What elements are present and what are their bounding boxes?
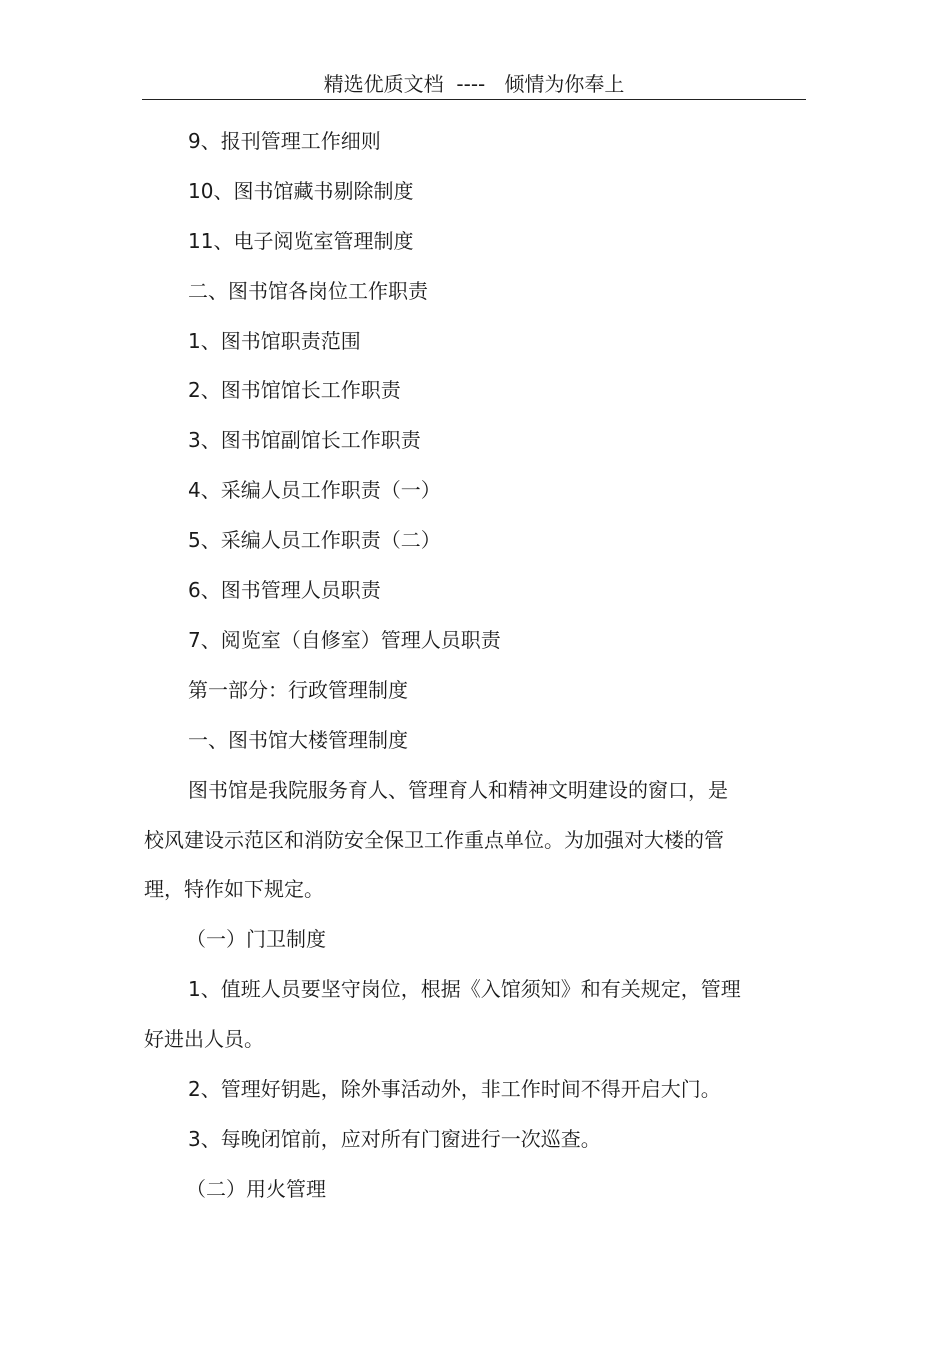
toc-item-1: 1、图书馆职责范围	[188, 329, 361, 353]
rule-item-3: 3、每晚闭馆前，应对所有门窗进行一次巡查。	[188, 1127, 601, 1151]
toc-item-6: 6、图书管理人员职责	[188, 578, 381, 602]
rule-item-1-cont: 好进出人员。	[144, 1027, 264, 1051]
toc-item-3: 3、图书馆副馆长工作职责	[188, 428, 421, 452]
rule-item-1: 1、值班人员要坚守岗位，根据《入馆须知》和有关规定，管理	[188, 977, 741, 1001]
toc-item-10: 10、图书馆藏书剔除制度	[188, 179, 414, 203]
paragraph-line: 图书馆是我院服务育人、管理育人和精神文明建设的窗口，是	[188, 778, 728, 802]
section-heading: 一、图书馆大楼管理制度	[188, 728, 408, 752]
toc-item-11: 11、电子阅览室管理制度	[188, 229, 414, 253]
toc-item-5: 5、采编人员工作职责（二）	[188, 528, 441, 552]
toc-item-4: 4、采编人员工作职责（一）	[188, 478, 441, 502]
paragraph-line: 理，特作如下规定。	[144, 877, 324, 901]
subsection-heading: （二）用火管理	[186, 1177, 326, 1201]
part-heading: 第一部分：行政管理制度	[188, 678, 408, 702]
toc-section-2: 二、图书馆各岗位工作职责	[188, 279, 428, 303]
toc-item-7: 7、阅览室（自修室）管理人员职责	[188, 628, 501, 652]
subsection-heading: （一）门卫制度	[186, 927, 326, 951]
header-divider	[142, 99, 806, 100]
paragraph-line: 校风建设示范区和消防安全保卫工作重点单位。为加强对大楼的管	[144, 828, 724, 852]
page-header: 精选优质文档 ---- 倾情为你奉上	[323, 72, 625, 96]
toc-item-9: 9、报刊管理工作细则	[188, 129, 381, 153]
toc-item-2: 2、图书馆馆长工作职责	[188, 378, 401, 402]
rule-item-2: 2、管理好钥匙，除外事活动外，非工作时间不得开启大门。	[188, 1077, 721, 1101]
